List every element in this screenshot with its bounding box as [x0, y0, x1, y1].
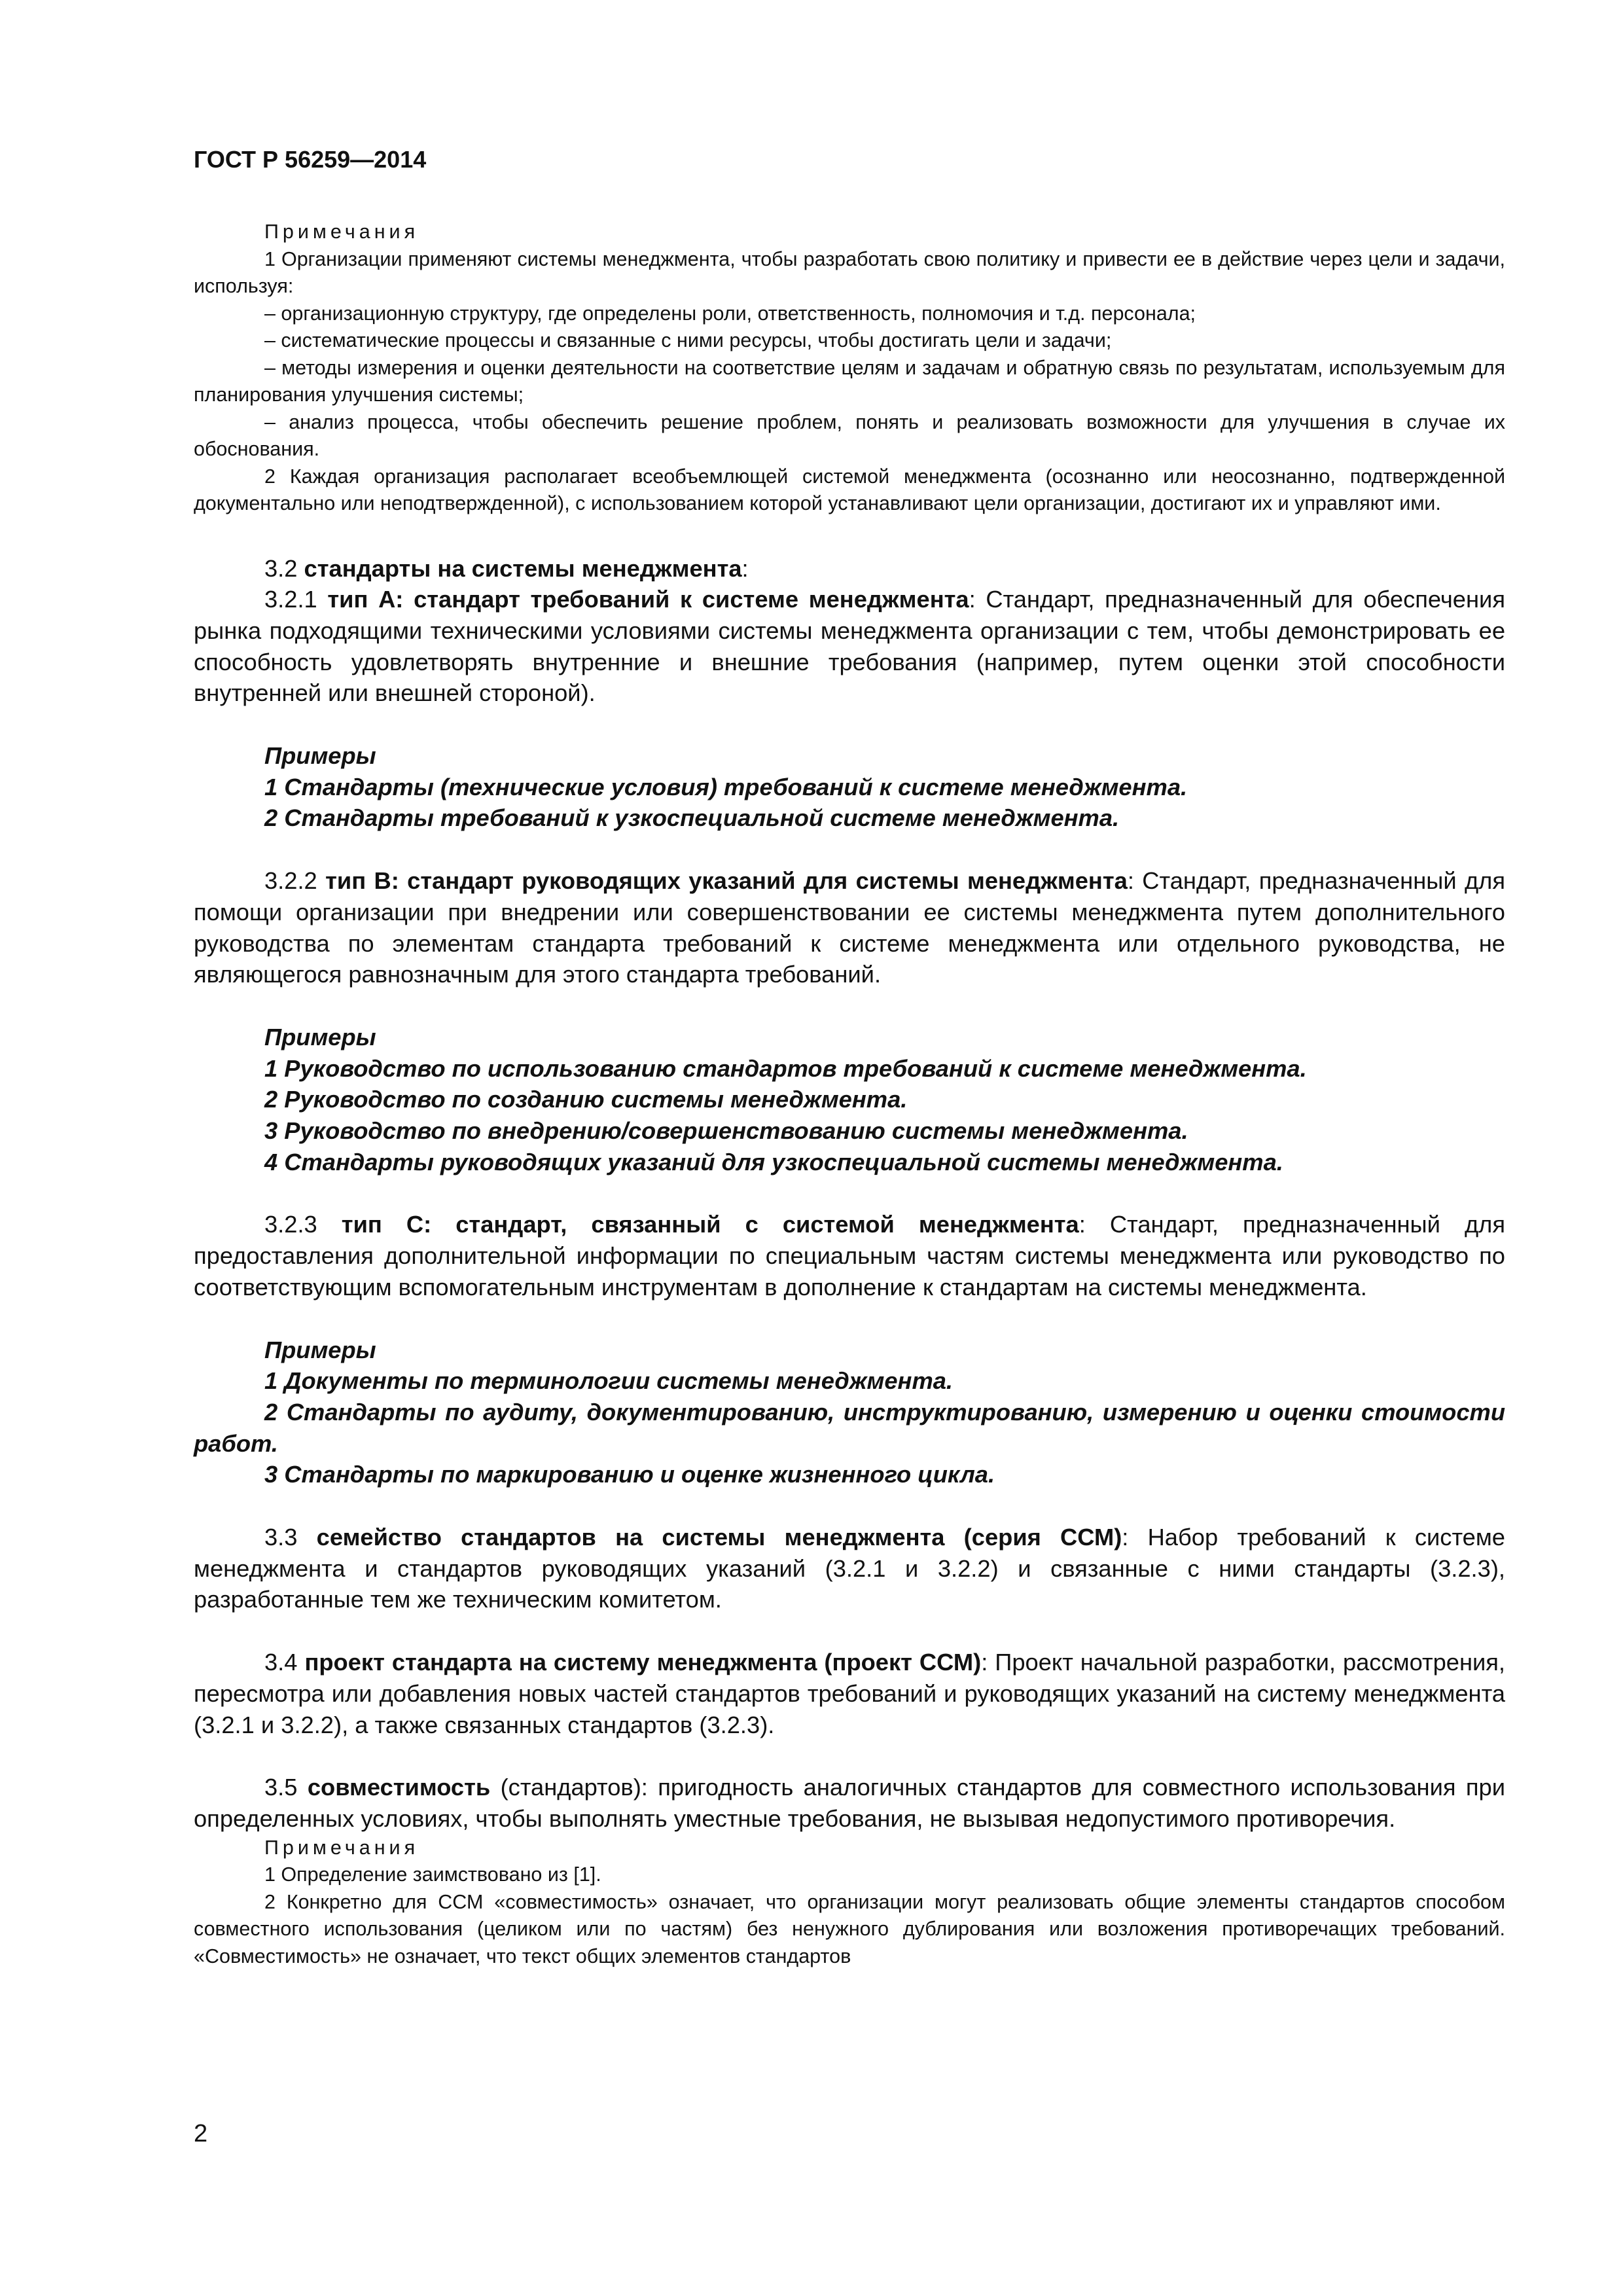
- term-definition: : Набор требований к системе менеджмента и стандартов руководящих указаний (3.2.1 и 3.2.2) и связанные с ними стандарты (3.2.3), разработанные тем же техническим комитетом.: [194, 1524, 1505, 1613]
- example-item: 3 Стандарты по маркированию и оценке жизненного цикла.: [264, 1461, 995, 1488]
- term-number: 3.2.3: [264, 1211, 342, 1238]
- example-item: 2 Руководство по созданию системы менеджмента.: [264, 1086, 908, 1113]
- section-3-2: [194, 553, 1505, 709]
- note-item: 2 Конкретно для ССМ «совместимость» означает, что организации могут реализовать общие элементы стандартов способом совместного использования (целиком или по частям) без ненужного дублирования или возложения противоречащих требований. «Совместимость» не означает, что текст общих элементов стандартов: [194, 1890, 1505, 1967]
- example-item: 1 Документы по терминологии системы менеджмента.: [264, 1367, 954, 1395]
- examples-heading: Примеры: [264, 742, 376, 770]
- term-number: 3.5: [264, 1774, 308, 1801]
- term-definition: (стандартов): пригодность аналогичных стандартов для совместного использования при определенных условиях, чтобы выполнять уместные требования, не вызывая недопустимого противоречия.: [194, 1774, 1506, 1832]
- term-paragraph: [194, 553, 1505, 584]
- note-item: 2 Каждая организация располагает всеобъемлющей системой менеджмента (осознанно или неосознанно, подтвержденной документально или неподтвержденной), с использованием которой устанавливают цели организации, достигают их и управляют ими.: [194, 465, 1505, 514]
- note-item: – методы измерения и оценки деятельности на соответствие целям и задачам и обратную связь по результатам, используемым для планирования улучшения системы;: [194, 356, 1505, 406]
- examples-block: [194, 1022, 1505, 1178]
- term-definition: : Проект начальной разработки, рассмотрения, пересмотра или добавления новых частей стандартов требований и руководящих указаний на систему менеджмента (3.2.1 и 3.2.2), а также связанных стандартов (3.2.3).: [194, 1649, 1506, 1738]
- notes-block-2: [194, 1835, 1505, 1971]
- term-paragraph: [194, 865, 1505, 990]
- term-paragraph: [194, 1772, 1505, 1834]
- section-3-2-3: [194, 1209, 1505, 1302]
- notes-heading: Примечания: [264, 1836, 419, 1859]
- example-item: 1 Руководство по использованию стандартов требований к системе менеджмента.: [264, 1054, 1307, 1082]
- example-item: 4 Стандарты руководящих указаний для узкоспециальной системы менеджмента.: [264, 1148, 1283, 1175]
- section-3-3: [194, 1522, 1505, 1615]
- note-item: 1 Организации применяют системы менеджмента, чтобы разработать свою политику и привести ее в действие через цели и задачи, используя:: [194, 247, 1505, 297]
- term-number: 3.3: [264, 1524, 317, 1551]
- term-paragraph: [194, 1522, 1505, 1615]
- section-3-5: [194, 1772, 1505, 1834]
- term-definition: :: [741, 554, 749, 582]
- term-definition: : Стандарт, предназначенный для помощи организации при внедрении или совершенствовании ее системы менеджмента путем дополнительного руководства по элементам стандарта требований к системе менеджмента или отдельного руководства, не являющегося равнозначным для этого стандарта требований.: [194, 867, 1505, 988]
- example-item: 2 Стандарты требований к узкоспециальной системе менеджмента.: [264, 804, 1120, 832]
- page-number: 2: [194, 2120, 208, 2147]
- note-item: – организационную структуру, где определены роли, ответственность, полномочия и т.д. персонала;: [264, 302, 1196, 325]
- examples-heading: Примеры: [264, 1023, 376, 1050]
- term-title: проект стандарта на систему менеджмента (проект ССМ): [304, 1649, 982, 1676]
- note-item: – систематические процессы и связанные с ними ресурсы, чтобы достигать цели и задачи;: [264, 329, 1112, 351]
- example-item: 1 Стандарты (технические условия) требований к системе менеджмента.: [264, 773, 1188, 800]
- example-item: 2 Стандарты по аудиту, документированию, инструктированию, измерению и оценки стоимости работ.: [194, 1398, 1505, 1457]
- term-title: тип B: стандарт руководящих указаний для системы менеджмента: [325, 867, 1128, 895]
- term-title: стандарты на системы менеджмента: [304, 554, 742, 582]
- term-title: тип C: стандарт, связанный с системой менеджмента: [341, 1211, 1079, 1238]
- section-3-4: [194, 1647, 1505, 1740]
- document-header: ГОСТ Р 56259—2014: [194, 146, 427, 173]
- note-item: 1 Определение заимствовано из [1].: [264, 1863, 601, 1886]
- term-number: 3.2.2: [264, 867, 326, 895]
- term-definition: : Стандарт, предназначенный для обеспечения рынка подходящими техническими условиями системы менеджмента организации с тем, чтобы демонстрировать ее способность удовлетворять внутренние и внешние требования (например, путем оценки этой способности внутренней или внешней стороной).: [194, 586, 1505, 707]
- term-title: семейство стандартов на системы менеджмента (серия ССМ): [316, 1524, 1122, 1551]
- example-item: 3 Руководство по внедрению/совершенствованию системы менеджмента.: [264, 1117, 1188, 1145]
- note-item: – анализ процесса, чтобы обеспечить решение проблем, понять и реализовать возможности для улучшения в случае их обоснования.: [194, 410, 1505, 460]
- term-title: совместимость: [307, 1774, 491, 1801]
- examples-block: [194, 740, 1505, 834]
- notes-block-1: [194, 219, 1505, 518]
- section-3-2-2: [194, 865, 1505, 990]
- term-paragraph: [194, 1647, 1505, 1740]
- term-paragraph: [194, 584, 1505, 709]
- notes-heading: Примечания: [264, 221, 419, 243]
- examples-heading: Примеры: [264, 1336, 376, 1363]
- examples-block: [194, 1335, 1505, 1491]
- term-number: 3.2: [264, 554, 304, 582]
- term-number: 3.2.1: [264, 586, 328, 613]
- term-number: 3.4: [264, 1649, 305, 1676]
- term-definition: : Стандарт, предназначенный для предоставления дополнительной информации по специальным частям системы менеджмента или руководство по соответствующим вспомогательным инструментам в дополнение к стандартам на системы менеджмента.: [194, 1211, 1505, 1300]
- document-page: [194, 145, 1505, 1970]
- term-title: тип A: стандарт требований к системе менеджмента: [327, 586, 969, 613]
- term-paragraph: [194, 1209, 1505, 1302]
